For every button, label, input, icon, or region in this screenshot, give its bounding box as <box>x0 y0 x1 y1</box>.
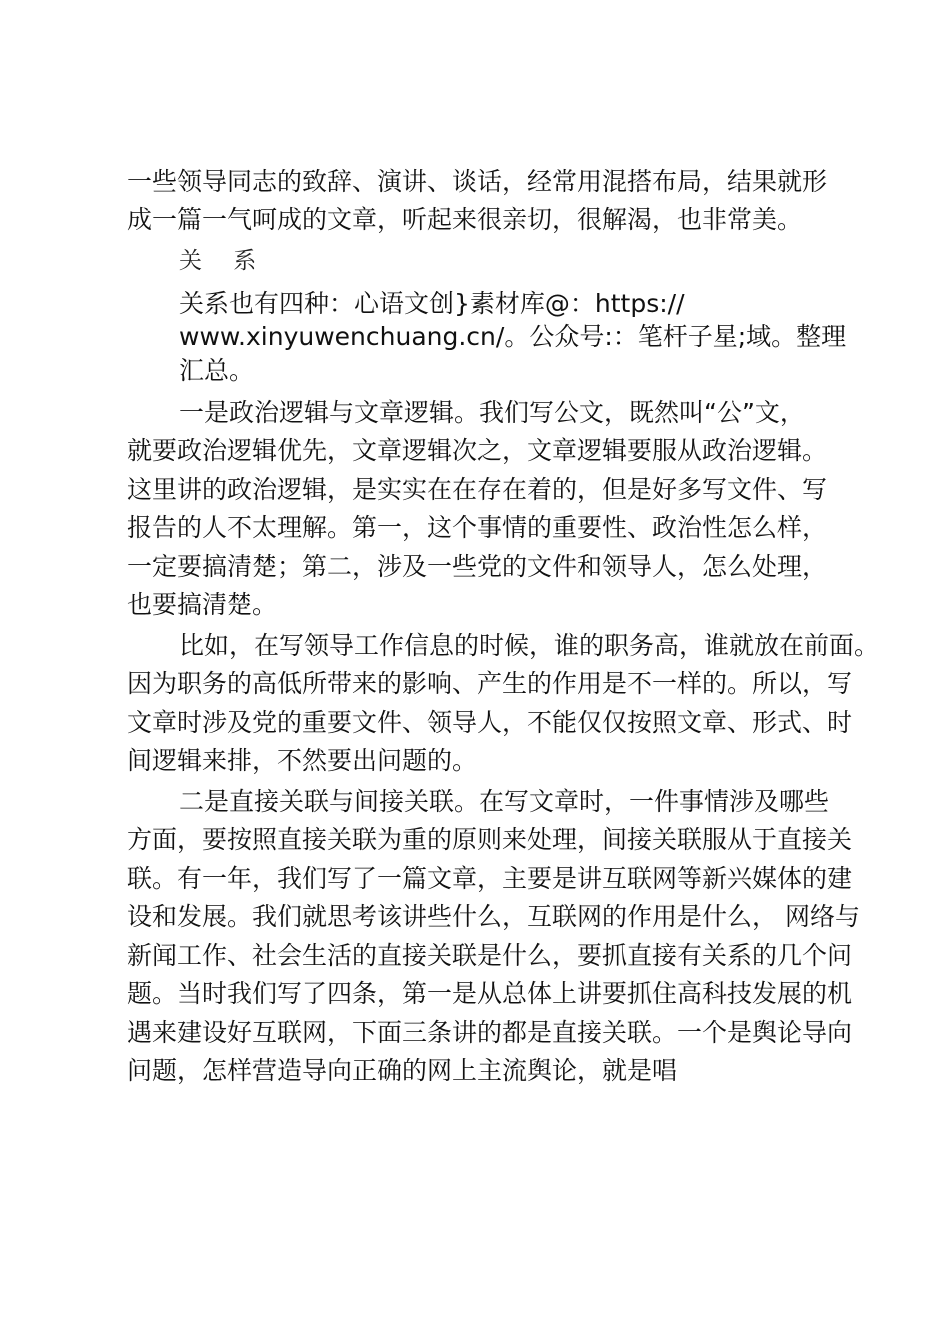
paragraph-intro-line-2: 成一篇一气呵成的文章，听起来很亲切，很解渴，也非常美。 <box>127 205 803 234</box>
paragraph-intro-line-1: 一些领导同志的致辞、演讲、谈话，经常用混搭布局，结果就形 <box>127 167 828 196</box>
paragraph-political-logic-line-5: 一定要搞清楚；第二，涉及一些党的文件和领导人，怎么处理， <box>127 552 828 581</box>
paragraph-political-logic-line-4: 报告的人不太理解。第一，这个事情的重要性、政治性怎么样， <box>127 513 828 542</box>
paragraph-direct-indirect-line-3: 联。有一年，我们写了一篇文章，主要是讲互联网等新兴媒体的建 <box>127 864 853 893</box>
paragraph-direct-indirect-line-2: 方面，要按照直接关联为重的原则来处理，间接关联服从于直接关 <box>127 825 853 854</box>
section-heading: 关 系 <box>179 248 269 274</box>
paragraph-political-logic-line-6: 也要搞清楚。 <box>127 590 278 619</box>
paragraph-direct-indirect-line-8: 问题，怎样营造导向正确的网上主流舆论，就是唱 <box>127 1056 678 1085</box>
paragraph-example-line-3: 文章时涉及党的重要文件、领导人，不能仅仅按照文章、形式、时 <box>127 708 853 737</box>
paragraph-political-logic-line-2: 就要政治逻辑优先，文章逻辑次之，文章逻辑要服从政治逻辑。 <box>127 436 828 465</box>
paragraph-direct-indirect-line-5: 新闻工作、社会生活的直接关联是什么，要抓直接有关系的几个问 <box>127 941 853 970</box>
paragraph-direct-indirect-line-6: 题。当时我们写了四条，第一是从总体上讲要抓住高科技发展的机 <box>127 979 853 1008</box>
paragraph-direct-indirect-line-1: 二是直接关联与间接关联。在写文章时，一件事情涉及哪些 <box>179 787 830 816</box>
paragraph-direct-indirect-line-4: 设和发展。我们就思考该讲些什么，互联网的作用是什么， 网络与 <box>127 902 860 931</box>
paragraph-relations-line-3: 汇总。 <box>179 356 255 385</box>
paragraph-political-logic-line-1: 一是政治逻辑与文章逻辑。我们写公文，既然叫“公”文， <box>179 398 805 427</box>
paragraph-relations-line-2: www.xinyuwenchuang.cn/。公众号:：笔杆子星;域。整理 <box>179 322 847 351</box>
paragraph-relations-line-1: 关系也有四种：心语文创}素材库@：https:// <box>179 289 685 318</box>
paragraph-example-line-2: 因为职务的高低所带来的影响、产生的作用是不一样的。所以，写 <box>127 669 853 698</box>
paragraph-political-logic-line-3: 这里讲的政治逻辑，是实实在在存在着的，但是好多写文件、写 <box>127 475 828 504</box>
paragraph-direct-indirect-line-7: 遇来建设好互联网，下面三条讲的都是直接关联。一个是舆论导向 <box>127 1018 853 1047</box>
paragraph-example-line-1: 比如，在写领导工作信息的时候，谁的职务高，谁就放在前面。 <box>179 631 880 660</box>
paragraph-example-line-4: 间逻辑来排，不然要出问题的。 <box>127 746 478 775</box>
